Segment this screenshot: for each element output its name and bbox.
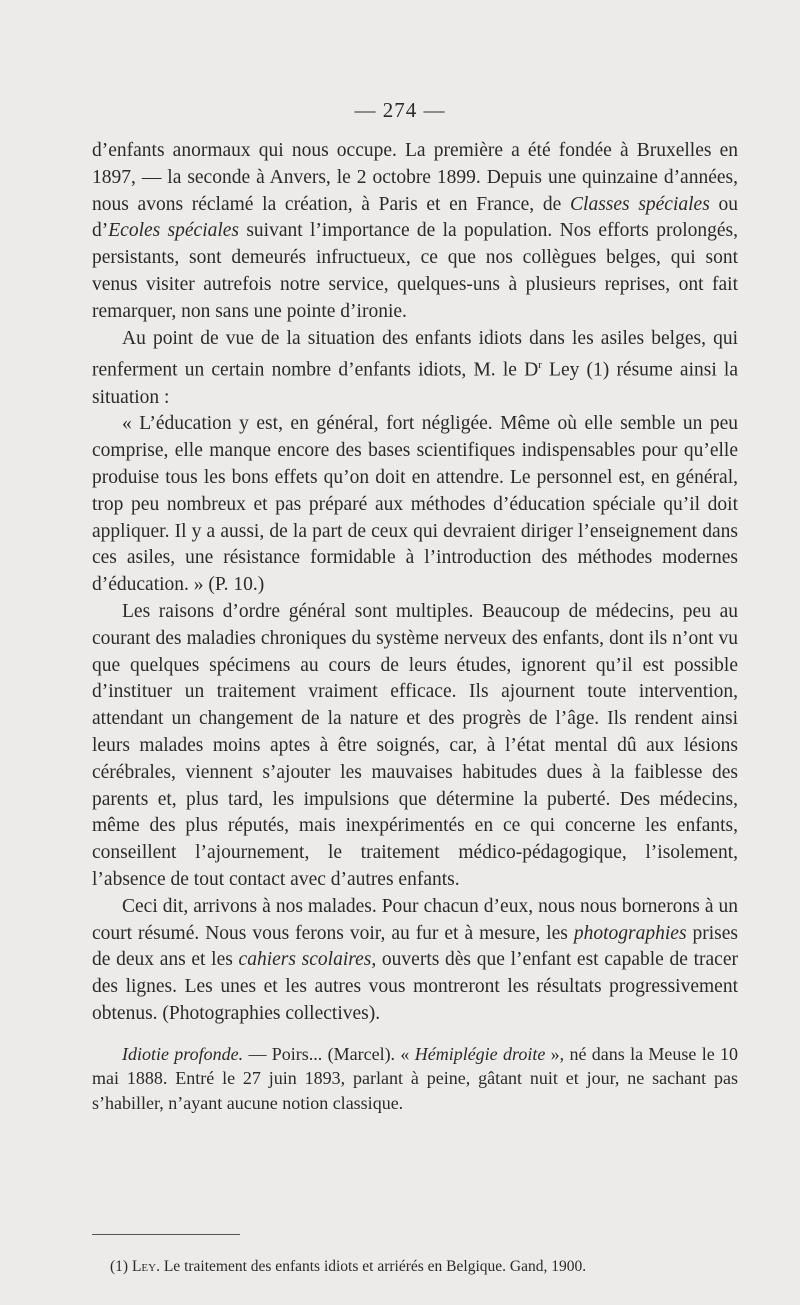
text-run: », né dans la Meuse le 10 mai 1888. Entré le 27 juin 1893, parlant à peine, gâtant nuit et jour, ne sachant pas s’habiller, n’ayant aucune notion classique. [92,1043,739,1113]
paragraph [92,894,738,1028]
paragraph [92,411,738,599]
text-run: Ley (1) résume ainsi la situation : [92,359,739,408]
footnote-rule [92,1234,240,1235]
text-run: suivant l’importance de la population. Nos efforts prolongés, persistants, sont demeurés infructueux, ce que nos collègues belges, qui sont venus visiter autrefois notre service, quelques-uns à plusieurs reprises, ont fait remarquer, non sans une pointe d’ironie. [92,220,738,322]
italic-text: Classes spéciales [570,193,710,215]
body-text [92,138,738,1115]
footnote [110,1257,750,1277]
paragraph [92,326,738,412]
paragraph [92,138,738,326]
text-run: prises de deux ans et les [92,922,738,971]
footnote-marker: (1) [110,1258,129,1275]
text-run: d’enfants anormaux qui nous occupe. La première a été fondée à Bruxelles en 1897, — la seconde à Anvers, le 2 octobre 1899. Depuis une quinzaine d’années, nous avons réclamé la création, à Paris et en France, de [92,140,738,215]
text-run: ou d’ [92,193,739,242]
text-run: — Poirs... (Marcel). « [243,1043,415,1064]
italic-text: cahiers scolaires [238,949,372,971]
text-run: , ouverts dès que l’enfant est capable de tracer des lignes. Les unes et les autres vous montreront les résultats progressivement obtenus. (Photographies collectives). [92,949,738,1024]
paragraph [92,1042,738,1116]
paragraph [92,599,738,894]
italic-text: photographies [573,922,687,944]
text-run: Les raisons d’ordre général sont multiples. Beaucoup de médecins, peu au courant des maladies chroniques du système nerveux des enfants, dont ils n’ont vu que quelques spécimens au cours de leurs études, ignorent qu’il est possible d’instituer un traitement vraiment efficace. Ils ajournent toute intervention, attendant un changement de la nature et des progrès de l’âge. Ils rendent ainsi leurs malades moins aptes à être soignés, car, à l’état mental dû aux lésions cérébrales, viennent s’ajouter les mauvaises habitudes dues à la faiblesse des parents et, plus tard, les impulsions que détermine la puberté. Des médecins, même des plus réputés, mais inexpérimentés en ce qui concerne les enfants, conseillent l’ajournement, le traitement médico-pédagogique, l’isolement, l’absence de tout contact avec d’autres enfants. [92,601,738,891]
footnote-text: . Le traitement des enfants idiots et arriérés en Belgique. Gand, 1900. [156,1258,587,1275]
italic-text: Hémiplégie droite [414,1043,546,1064]
footnote-author: Ley [131,1258,157,1275]
italic-text: Idiotie profonde. [122,1043,244,1064]
italic-text: Ecoles spéciales [108,220,240,242]
text-run: Au point de vue de la situation des enfants idiots dans les asiles belges, qui renferment un certain nombre d’enfants idiots, M. le D [92,327,738,381]
text-run: « L’éducation y est, en général, fort négligée. Même où elle semble un peu comprise, elle manque encore des bases scientifiques indispensables pour qu’elle produise tous les bons effets qu’on doit en attendre. Le personnel est, en général, trop peu nombreux et pas préparé aux méthodes d’éducation spéciale qu’il doit appliquer. Il y a aussi, de la part de ceux qui devraient diriger l’enseignement dans ces asiles, une résistance formidable à l’introduction des méthodes modernes d’éducation. » (P. 10.) [92,413,738,596]
page-number: — 274 — [354,98,446,122]
superscript: r [538,359,542,372]
text-run: Ceci dit, arrivons à nos malades. Pour chacun d’eux, nous nous bornerons à un court résumé. Nous vous ferons voir, au fur et à mesure, les [92,895,738,944]
